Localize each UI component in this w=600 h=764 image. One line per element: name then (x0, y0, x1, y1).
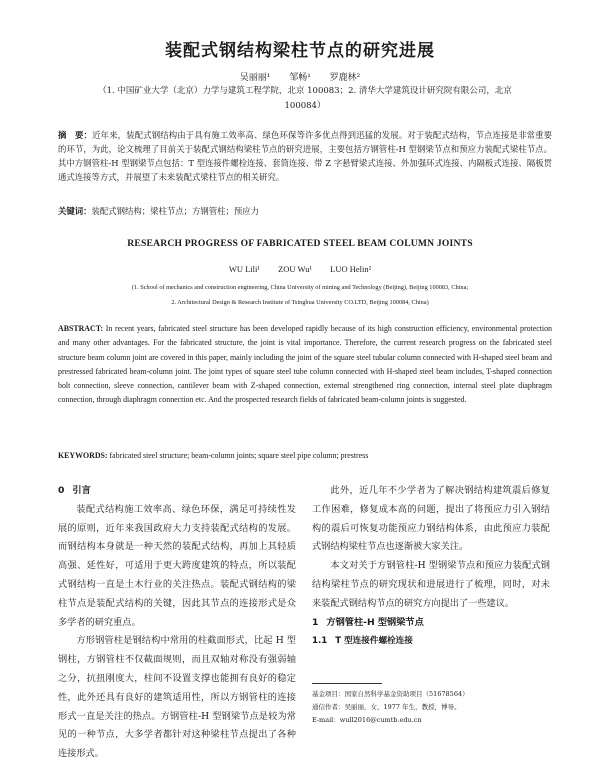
chinese-keywords-label: 关键词： (58, 206, 92, 216)
section-1-number: 1 (312, 616, 319, 628)
english-keywords-label: KEYWORDS: (58, 451, 108, 460)
section-1-heading (312, 614, 550, 633)
author-2-en: ZOU Wu¹ (278, 264, 312, 274)
section-1-1-heading (312, 632, 550, 651)
footnote-funding: 基金项目：国家自然科学基金资助项目（51678564） (312, 690, 469, 698)
body-right-column (312, 482, 550, 651)
english-keywords-text: fabricated steel structure; beam-column joints; square steel pipe column; prestress (107, 451, 369, 460)
intro-paragraph-3: 此外，近几年不少学者为了解决钢结构建筑震后修复工作困难，修复成本高的问题，提出了将预应力引入钢结构的震后可恢复功能预应力钢结构体系，由此预应力装配式钢结构梁柱节点也逐渐被大家关注。 (312, 485, 550, 553)
section-1-1-title: T 型连接件螺栓连接 (335, 636, 413, 647)
chinese-title: 装配式钢结构梁柱节点的研究进展 (165, 41, 435, 61)
chinese-abstract-label: 摘 要： (58, 130, 93, 140)
english-abstract-label: ABSTRACT: (58, 324, 104, 333)
author-2-cn: 邹畅¹ (289, 73, 311, 83)
footnotes (312, 688, 552, 727)
section-1-1-number: 1.1 (312, 636, 328, 647)
english-affiliation-1: (1. School of mechanics and construction engineering, China University of mining and Technology (Beijing), Beijing 100083, China; (131, 284, 469, 291)
english-title: RESEARCH PROGRESS OF FABRICATED STEEL BEAM COLUMN JOINTS (127, 238, 473, 249)
english-keywords (58, 451, 552, 460)
author-3-en: LUO Helin² (330, 264, 372, 274)
intro-paragraph-2: 方形钢管柱是钢结构中常用的柱截面形式，比起 H 型钢柱，方钢管柱不仅截面规则，而且双轴对称没有强弱轴之分，抗扭刚度大，柱间不设置支撑也能拥有良好的稳定性，此外还具有良好的建筑适用性，所以方钢管柱的连接形式一直是关注的热点。方钢管柱-H 型钢梁节点是较为常见的一种节点，大多学者都针对这种梁柱节点提出了各种连接形式。 (58, 635, 296, 760)
chinese-abstract-text: 近年来，装配式钢结构由于具有施工效率高、绿色环保等许多优点得到迅猛的发展。对于装配式结构，节点连接是非常重要的环节，为此，论文梳理了目前关于装配式钢结构梁柱节点的研究进展，主要包括方钢管柱-H 型钢梁节点和预应力装配式梁柱节点。其中方钢管柱-H 型钢梁节点包括：T 型连接件螺栓连接、套筒连接、带 Z 字悬臂梁式连接、外加强环式连接、内隔板式连接、隔板贯通式连接等方式，并展望了未来装配式梁柱节点的相关研究。 (58, 130, 553, 182)
chinese-keywords-text: 装配式钢结构；梁柱节点；方钢管柱；预应力 (91, 206, 259, 216)
chinese-abstract (58, 128, 552, 184)
body-left-column (58, 482, 296, 764)
chinese-affiliation: （1. 中国矿业大学（北京）力学与建筑工程学院，北京 100083；2. 清华大学建筑设计研究院有限公司，北京 100084） (98, 86, 512, 111)
footnote-email: E-mail：wull2016@cumtb.edu.cn (312, 716, 422, 724)
author-1-cn: 吴丽丽¹ (239, 73, 271, 83)
english-authors (0, 264, 600, 274)
intro-heading (58, 482, 296, 501)
intro-heading-number: 0 (58, 485, 65, 496)
chinese-keywords (58, 205, 552, 217)
english-affiliation-2: 2. Architectural Design & Research Institute of Tsinghua University CO.LTD, Beijing 100084, China) (171, 299, 429, 306)
english-abstract-text: In recent years, fabricated steel structure has been developed rapidly because of its high construction efficiency, environmental protection and many other advantages. For the fabricated structure, the joint is vital importance. Therefore, the current research progress on the fabricated steel structure beam column joint are covered in this paper, mainly including the joint of the square steel tubular column connected with H-shaped steel beam and prestressed fabricated beam-column joint. The joint types of square steel tube column connected with H-shaped steel beam includes, T-shaped connection bolt connection, sleeve connection, cantilever beam with Z-shaped connection, external strengthened ring connection, internal steel plate diaphragm connection, through diaphragm connection etc. And the prospected research fields of fabricated beam-column joints is suggested. (58, 324, 552, 405)
intro-paragraph-1: 装配式结构施工效率高、绿色环保，满足可持续性发展的原则，近年来我国政府大力支持装配式结构的发展。而钢结构本身就是一种天然的装配式结构，再加上其轻质高强、延性好，可适用于更大跨度建筑的特点，所以装配式钢结构一直是土木行业的关注热点。装配式钢结构的梁柱节点是装配式结构的关键，因此其节点的连接形式是众多学者的研究重点。 (58, 503, 296, 628)
english-abstract (58, 322, 552, 408)
section-1-title: 方钢管柱-H 型钢梁节点 (326, 616, 424, 628)
chinese-authors (0, 70, 600, 83)
author-3-cn: 罗鹿林² (329, 73, 361, 83)
intro-heading-text: 引言 (72, 485, 91, 496)
footnote-author: 通信作者：吴丽丽，女，1977 年生，教授，博导。 (312, 703, 461, 711)
intro-paragraph-4: 本文对关于方钢管柱-H 型钢梁节点和预应力装配式钢结构梁柱节点的研究现状和进展进行了梳理，同时，对未来装配式钢结构节点的研究方向提出了一些建议。 (312, 560, 550, 609)
author-1-en: WU Lili¹ (228, 264, 260, 274)
footnote-divider (312, 683, 382, 684)
